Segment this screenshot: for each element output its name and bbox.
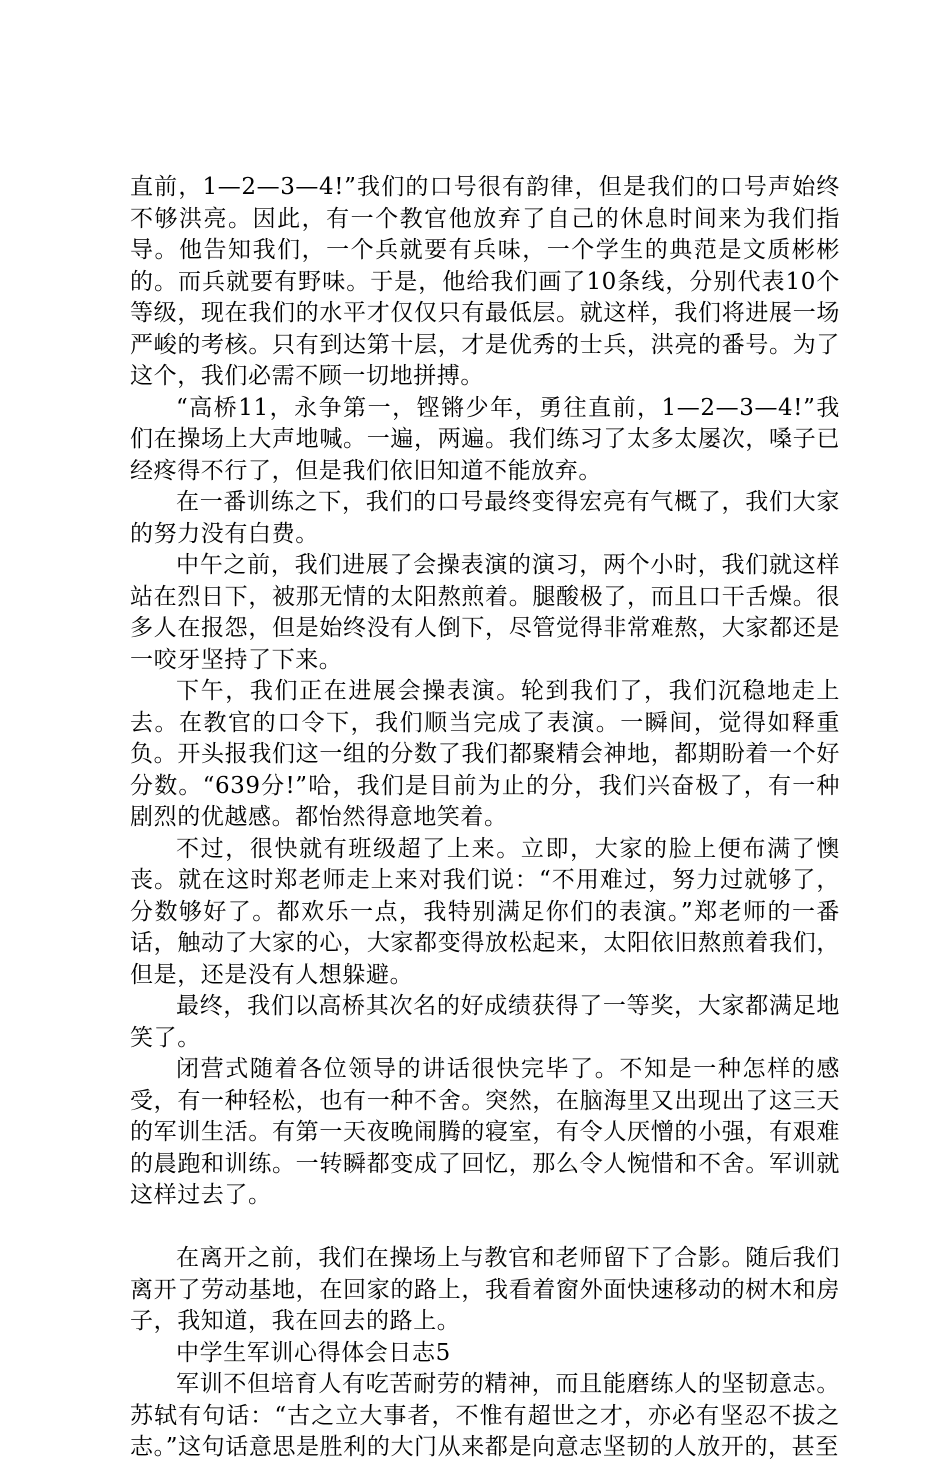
paragraph-closing-ceremony: 闭营式随着各位领导的讲话很快完毕了。不知是一种怎样的感受，有一种轻松，也有一种不舍。突然，在脑海里又出现出了这三天的军训生活。有第一天夜晚闹腾的寝室，有令人厌憎的小强，有艰难的晨跑和训练。一转瞬都变成了回忆，那么令人惋惜和不舍。军训就这样过去了。 [130, 1056, 840, 1208]
paragraph-training-result: 在一番训练之下，我们的口号最终变得宏亮有气概了，我们大家的努力没有白费。 [130, 489, 840, 547]
paragraph-continuation: 直前，1—2—3—4!”我们的口号很有韵律，但是我们的口号声始终不够洪亮。因此，有一个教官他放弃了自己的休息时间来为我们指导。他告知我们，一个兵就要有兵味，一个学生的典范是文质彬彬的。而兵就要有野味。于是，他给我们画了10条线，分别代表10个等级，现在我们的水平才仅仅只有最低层。就这样，我们将进展一场严峻的考核。只有到达第十层，才是优秀的士兵，洪亮的番号。为了这个，我们必需不顾一切地拼搏。 [130, 174, 840, 389]
paragraph-teacher-encouragement: 不过，很快就有班级超了上来。立即，大家的脸上便布满了懊丧。就在这时郑老师走上来对我们说：“不用难过，努力过就够了，分数够好了。都欢乐一点，我特别满足你们的表演。”郑老师的一番话，触动了大家的心，大家都变得放松起来，太阳依旧熬煎着我们，但是，还是没有人想躲避。 [130, 835, 840, 988]
document-page [130, 172, 840, 1464]
paragraph-award: 最终，我们以高桥其次名的好成绩获得了一等奖，大家都满足地笑了。 [130, 993, 840, 1051]
paragraph-departure: 在离开之前，我们在操场上与教官和老师留下了合影。随后我们离开了劳动基地，在回家的路上，我看着窗外面快速移动的树木和房子，我知道，我在回去的路上。 [130, 1245, 840, 1334]
paragraph-slogan: “高桥11，永争第一，铿锵少年，勇往直前，1—2—3—4!”我们在操场上大声地喊。一遍，两遍。我们练习了太多太屡次，嗓子已经疼得不行了，但是我们依旧知道不能放弃。 [130, 394, 840, 484]
paragraph-military-training-intro: 军训不但培育人有吃苦耐劳的精神，而且能磨练人的坚韧意志。苏轼有句话：“古之立大事者，不惟有超世之才，亦必有坚忍不拔之志。”这句话意思是胜利的大门从来都是向意志坚韧的人放开的，甚至 [130, 1371, 840, 1460]
paragraph-afternoon-performance: 下午，我们正在进展会操表演。轮到我们了，我们沉稳地走上去。在教官的口令下，我们顺当完成了表演。一瞬间，觉得如释重负。开头报我们这一组的分数了我们都聚精会神地，都期盼着一个好分数。“639分!”哈，我们是目前为止的分，我们兴奋极了，有一种剧烈的优越感。都怡然得意地笑着。 [130, 678, 840, 830]
section-heading: 中学生军训心得体会日志5 [176, 1339, 451, 1366]
paragraph-noon-rehearsal: 中午之前，我们进展了会操表演的演习，两个小时，我们就这样站在烈日下，被那无情的太阳熬煎着。腿酸极了，而且口干舌燥。很多人在报怨，但是始终没有人倒下，尽管觉得非常难熬，大家都还是一咬牙坚持了下来。 [130, 552, 840, 673]
